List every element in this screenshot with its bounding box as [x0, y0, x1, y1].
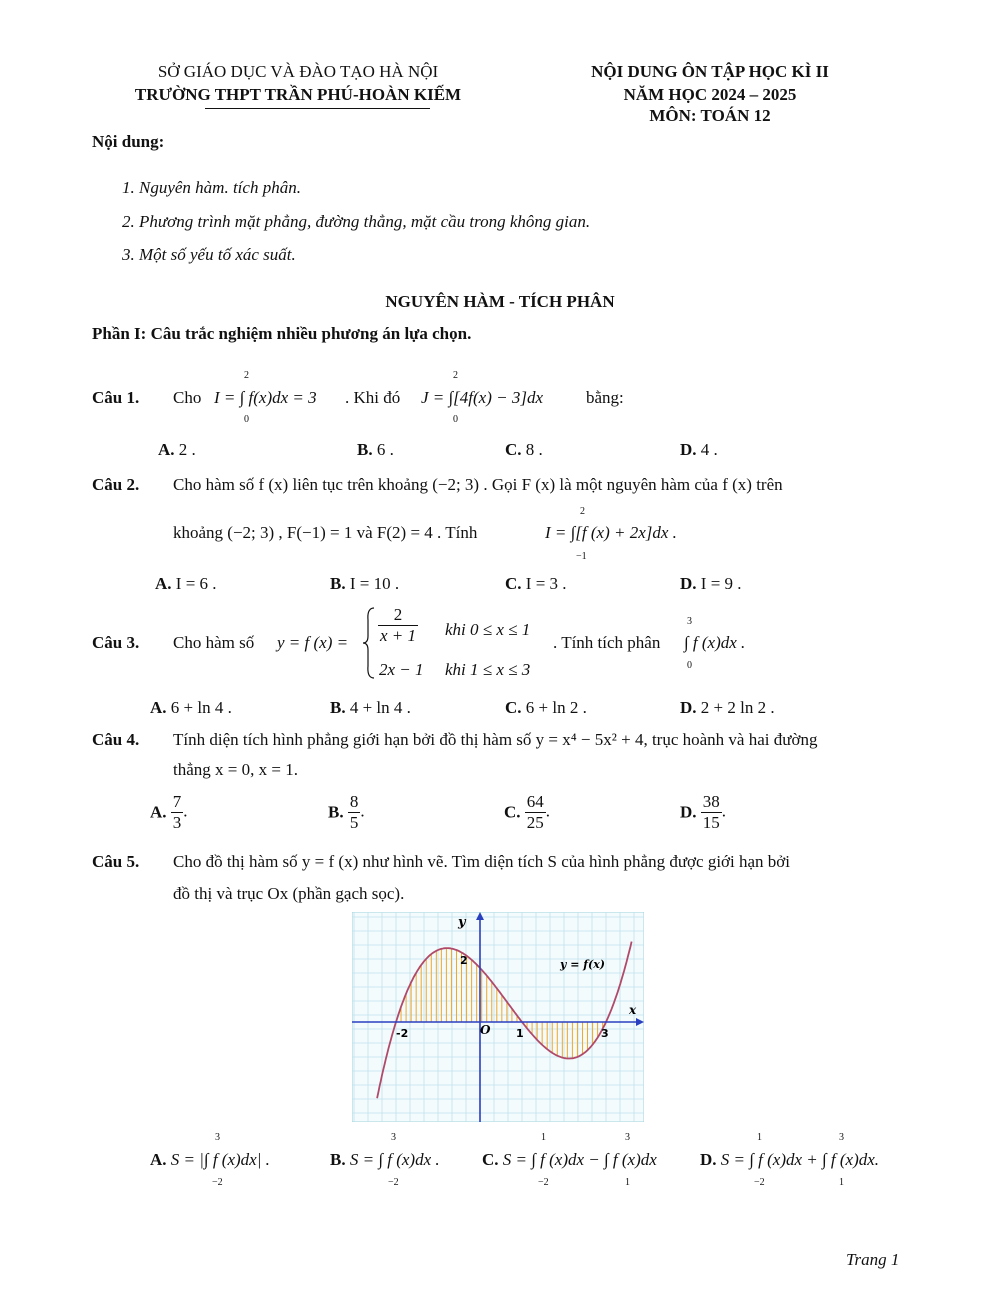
q2-option-c: C. I = 3 .	[505, 574, 567, 593]
q1-text-a: Cho	[173, 388, 202, 407]
q2-option-b: B. I = 10 .	[330, 574, 400, 593]
tick-label-1: 1	[516, 1027, 524, 1040]
q5-b-upper: 3	[391, 1132, 396, 1143]
q3-upper-limit: 3	[687, 616, 692, 627]
y-axis-label: y	[458, 915, 466, 930]
q1-upper-limit-2: 2	[453, 370, 458, 381]
q5-a-lower: −2	[212, 1177, 223, 1188]
q1-option-b: B. 6 .	[357, 440, 394, 459]
q1-text-c: bằng:	[586, 388, 624, 407]
q5-option-c: C. S = ∫ f (x)dx − ∫ f (x)dx	[482, 1150, 657, 1169]
q1-option-a: A. 2 .	[158, 440, 196, 459]
tick-label-3: 3	[601, 1027, 609, 1040]
page-number: Trang 1	[846, 1250, 900, 1269]
q4-option-d: D. $\frac{38}{15}$ .	[680, 792, 727, 832]
q1-label: Câu 1.	[92, 388, 140, 407]
tick-label-y2: 2	[460, 954, 468, 967]
q2-label: Câu 2.	[92, 475, 140, 494]
department-name: SỞ GIÁO DỤC VÀ ĐÀO TẠO HÀ NỘI	[157, 62, 439, 81]
q5-b-lower: −2	[388, 1177, 399, 1188]
q4-line-2: thẳng x = 0, x = 1.	[173, 760, 298, 779]
q3-case-1-den: x + 1	[380, 626, 417, 645]
q2-option-d: D. I = 9 .	[680, 574, 742, 593]
q1-text-b: . Khi đó	[345, 388, 401, 407]
q3-text-b: . Tính tích phân	[553, 633, 661, 652]
q5-option-b: B. S = ∫ f (x)dx .	[330, 1150, 440, 1169]
header-underline	[205, 108, 430, 109]
q4-option-a: A. $\frac{7}{3}$ .	[150, 792, 188, 832]
q1-option-c: C. 8 .	[505, 440, 543, 459]
q5-option-d: D. S = ∫ f (x)dx + ∫ f (x)dx.	[700, 1150, 880, 1169]
q2-lower-limit: −1	[576, 551, 587, 562]
q3-case-1-num: 2	[378, 605, 418, 626]
section-title: NGUYÊN HÀM - TÍCH PHÂN	[385, 292, 615, 311]
content-label: Nội dung:	[92, 132, 165, 151]
x-axis-label: x	[629, 1003, 637, 1017]
q4-label: Câu 4.	[92, 730, 140, 749]
q1-upper-limit-1: 2	[244, 370, 249, 381]
q5-c-upper-2: 3	[625, 1132, 630, 1143]
q3-case-1-cond: khi 0 ≤ x ≤ 1	[445, 620, 531, 639]
q1-option-d: D. 4 .	[680, 440, 718, 459]
tick-label-neg2: -2	[396, 1027, 409, 1040]
part-title: Phần I: Câu trắc nghiệm nhiều phương án lựa chọn.	[92, 324, 472, 343]
q5-line-2: đồ thị và trục Ox (phần gạch sọc).	[173, 884, 405, 903]
origin-label: O	[480, 1023, 491, 1037]
q3-function-def: y = f (x) =	[277, 633, 349, 652]
q3-expression: ∫ f (x)dx .	[684, 633, 746, 652]
q3-label: Câu 3.	[92, 633, 140, 652]
q3-option-a: A. 6 + ln 4 .	[150, 698, 232, 717]
q5-c-lower-1: −2	[538, 1177, 549, 1188]
topic-1: 1. Nguyên hàm. tích phân.	[122, 178, 301, 197]
q3-case-1-fraction	[378, 605, 418, 646]
q4-option-c: C. $\frac{64}{25}$ .	[504, 792, 551, 832]
q5-option-a: A. S = |∫ f (x)dx| .	[150, 1150, 270, 1169]
doc-title: NỘI DUNG ÔN TẬP HỌC KÌ II	[591, 62, 829, 81]
q3-case-2-expr: 2x − 1	[379, 660, 424, 679]
q5-a-upper: 3	[215, 1132, 220, 1143]
function-label: y = f(x)	[560, 958, 605, 971]
subject: MÔN: TOÁN 12	[649, 106, 771, 125]
q5-label: Câu 5.	[92, 852, 140, 871]
q4-option-b: B. $\frac{8}{5}$ .	[328, 792, 365, 832]
q3-case-brace	[362, 606, 376, 680]
q3-option-d: D. 2 + 2 ln 2 .	[680, 698, 775, 717]
q1-expression-1: I = ∫ f(x)dx = 3	[214, 388, 317, 407]
q3-case-2-cond: khi 1 ≤ x ≤ 3	[445, 660, 531, 679]
q1-lower-limit-2: 0	[453, 414, 458, 425]
school-name: TRƯỜNG THPT TRẦN PHÚ-HOÀN KIẾM	[134, 85, 462, 104]
topic-3: 3. Một số yếu tố xác suất.	[122, 245, 296, 264]
topic-2: 2. Phương trình mặt phẳng, đường thẳng, mặt cầu trong không gian.	[122, 212, 591, 231]
function-graph	[352, 912, 644, 1122]
q2-expression: I = ∫[f (x) + 2x]dx .	[545, 523, 677, 542]
q5-line-1: Cho đồ thị hàm số y = f (x) như hình vẽ. Tìm diện tích S của hình phẳng được giới hạn bởi	[173, 852, 791, 871]
q3-option-b: B. 4 + ln 4 .	[330, 698, 411, 717]
q2-line-1: Cho hàm số f (x) liên tục trên khoảng (−2; 3) . Gọi F (x) là một nguyên hàm của f (x) trên	[173, 475, 783, 494]
q5-d-upper-2: 3	[839, 1132, 844, 1143]
q1-expression-2: J = ∫[4f(x) − 3]dx	[421, 388, 544, 407]
q5-c-lower-2: 1	[625, 1177, 630, 1188]
q4-line-1: Tính diện tích hình phẳng giới hạn bởi đồ thị hàm số y = x⁴ − 5x² + 4, trục hoành và hai đường	[173, 730, 818, 749]
q5-d-lower-2: 1	[839, 1177, 844, 1188]
q5-c-upper-1: 1	[541, 1132, 546, 1143]
q2-line-2: khoảng (−2; 3) , F(−1) = 1 và F(2) = 4 . Tính	[173, 523, 478, 542]
q3-option-c: C. 6 + ln 2 .	[505, 698, 587, 717]
q3-lower-limit: 0	[687, 660, 692, 671]
q2-option-a: A. I = 6 .	[155, 574, 217, 593]
school-year: NĂM HỌC 2024 – 2025	[623, 85, 797, 104]
q1-lower-limit-1: 0	[244, 414, 249, 425]
q3-text-a: Cho hàm số	[173, 633, 255, 652]
q5-d-upper-1: 1	[757, 1132, 762, 1143]
q5-d-lower-1: −2	[754, 1177, 765, 1188]
q2-upper-limit: 2	[580, 506, 585, 517]
